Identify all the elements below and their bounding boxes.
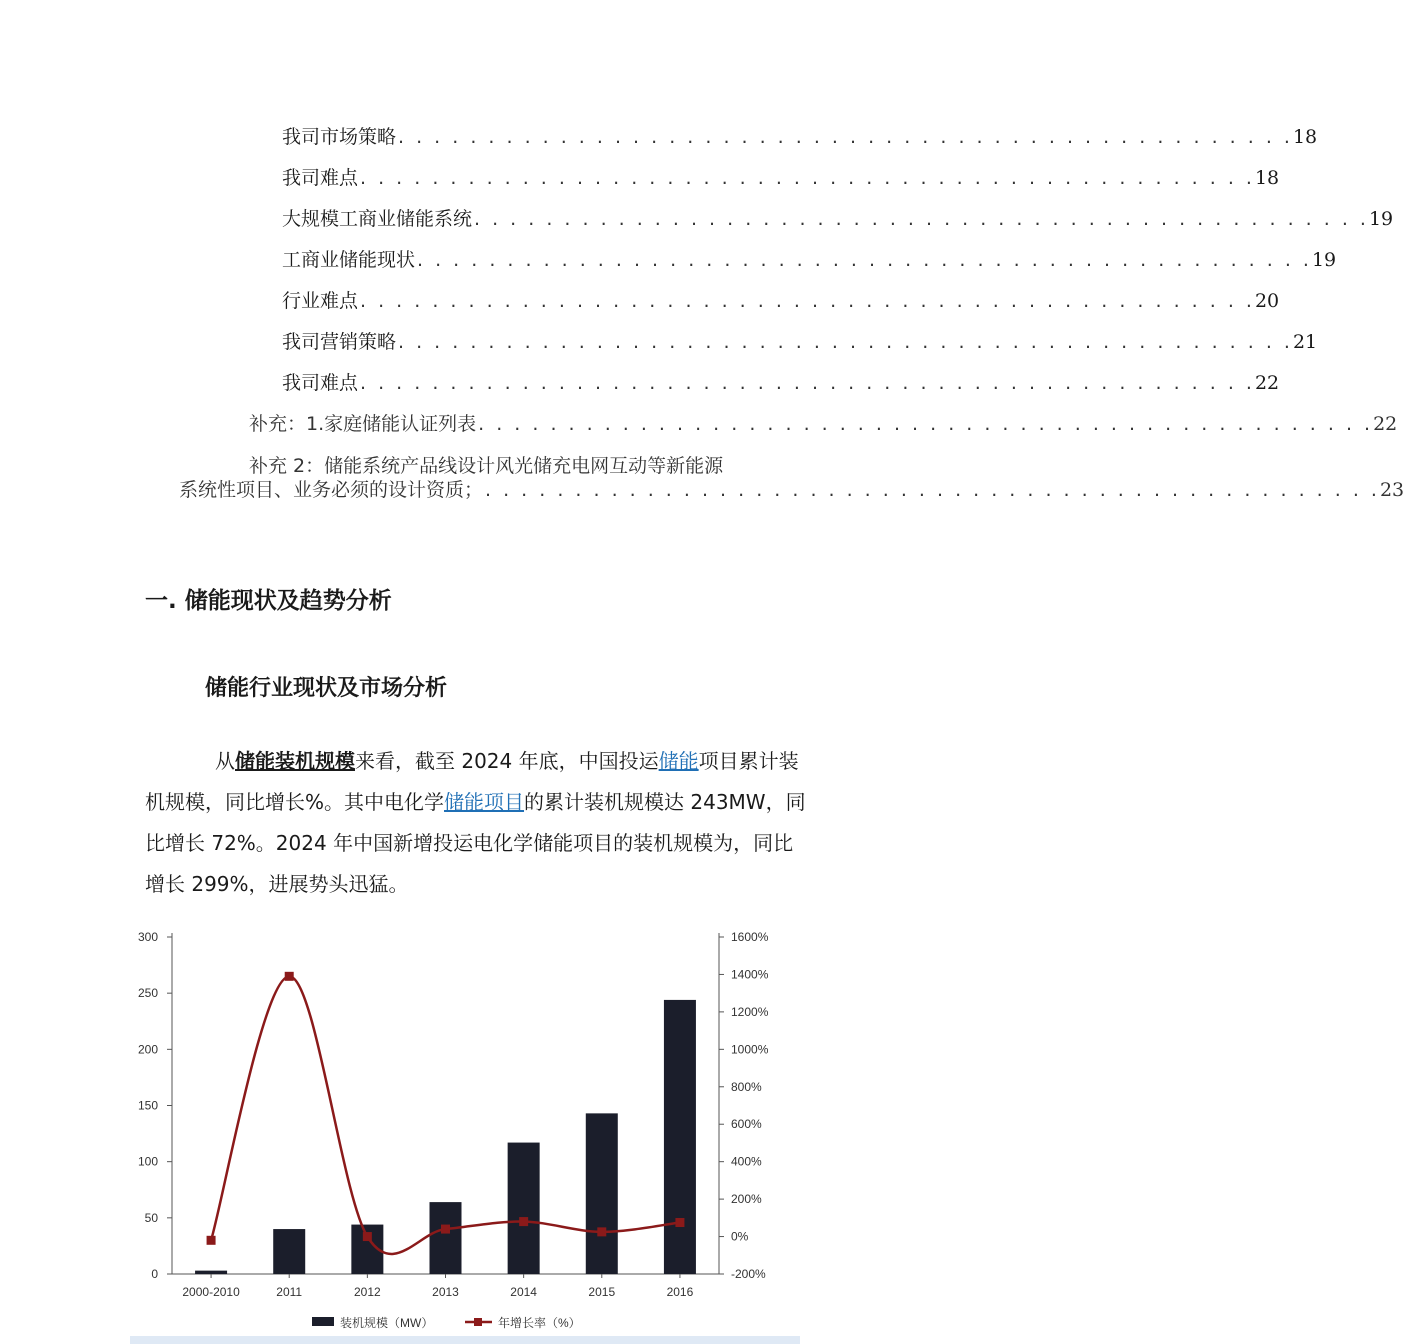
toc-page-number: 21 [1292, 331, 1318, 353]
link-energy-storage-project[interactable]: 储能项目 [444, 790, 525, 814]
toc-page-number: 18 [1254, 167, 1280, 189]
left-tick-label: 200 [137, 1042, 158, 1057]
toc-entry-title: 工商业储能现状 [282, 249, 416, 271]
toc-entry-title: 我司营销策略 [282, 331, 397, 353]
paragraph-text: 从 [215, 749, 235, 773]
legend-bar-label: 装机规模（MW） [340, 1316, 434, 1330]
toc-page-number: 18 [1292, 126, 1318, 148]
growth-rate-marker [285, 972, 294, 981]
toc-entry-supplement-2-line2[interactable] [179, 478, 1404, 502]
subsection-heading: 储能行业现状及市场分析 [205, 676, 448, 701]
right-tick-label: 1000% [731, 1042, 769, 1057]
toc-leader-dots: . . . . . . . . . . . . . . . . . . . . . . . . . . . . . . . . . . . . . . . . . . . . . . . . . . [360, 290, 1255, 312]
toc-leader-dots: . . . . . . . . . . . . . . . . . . . . . . . . . . . . . . . . . . . . . . . . . . . . . . . . . . [360, 167, 1255, 189]
toc-entry-title: 系统性项目、业务必须的设计资质； [179, 479, 484, 501]
link-energy-storage[interactable]: 储能 [658, 749, 699, 773]
toc-entry[interactable] [282, 371, 1280, 395]
toc-page-number: 19 [1311, 249, 1337, 271]
growth-rate-marker [441, 1225, 450, 1234]
toc-page-number: 19 [1368, 208, 1394, 230]
bar [195, 1271, 227, 1274]
toc-leader-dots: . . . . . . . . . . . . . . . . . . . . . . . . . . . . . . . . . . . . . . . . . . . . . . . . . . [398, 331, 1293, 353]
x-tick-label: 2014 [510, 1285, 537, 1299]
x-tick-label: 2015 [588, 1285, 616, 1299]
body-paragraph [145, 741, 807, 905]
toc-entry[interactable] [282, 330, 1318, 354]
toc-entry-title: 大规模工商业储能系统 [282, 208, 473, 230]
toc-page-number: 20 [1254, 290, 1280, 312]
right-tick-label: 0% [731, 1229, 749, 1244]
toc-leader-dots: . . . . . . . . . . . . . . . . . . . . . . . . . . . . . . . . . . . . . . . . . . . . . . . . . . [360, 372, 1255, 394]
toc-page-number: 22 [1254, 372, 1280, 394]
toc-entry-title: 行业难点 [282, 290, 359, 312]
section-heading: 一. 储能现状及趋势分析 [145, 588, 392, 614]
toc-leader-dots: . . . . . . . . . . . . . . . . . . . . . . . . . . . . . . . . . . . . . . . . . . . . . . . . . . [417, 249, 1312, 271]
bar [586, 1113, 618, 1274]
left-tick-label: 0 [151, 1267, 158, 1281]
toc-leader-dots: . . . . . . . . . . . . . . . . . . . . . . . . . . . . . . . . . . . . . . . . . . . . . . . . . . [478, 413, 1374, 435]
bar [273, 1229, 305, 1274]
toc-leader-dots: . . . . . . . . . . . . . . . . . . . . . . . . . . . . . . . . . . . . . . . . . . . . . . . . . . [474, 208, 1369, 230]
toc-entry-supplement-2-line1[interactable]: 补充 2：储能系统产品线设计风光储充电网互动等新能源 [249, 455, 724, 477]
right-tick-label: 800% [731, 1079, 762, 1094]
toc-entry-title: 我司市场策略 [282, 126, 397, 148]
toc-entry[interactable] [282, 125, 1318, 149]
growth-rate-marker [519, 1217, 528, 1226]
bold-term: 储能装机规模 [235, 749, 355, 773]
page-bottom-band [130, 1336, 800, 1344]
left-tick-label: 100 [137, 1154, 158, 1169]
left-tick-label: 250 [137, 986, 158, 1001]
bar [508, 1143, 540, 1274]
right-tick-label: 1600% [731, 930, 769, 944]
bar [664, 1000, 696, 1274]
growth-rate-marker [675, 1218, 684, 1227]
legend-line-marker [474, 1318, 482, 1326]
toc-leader-dots: . . . . . . . . . . . . . . . . . . . . . . . . . . . . . . . . . . . . . . . . . . . . . . . . . . [398, 126, 1293, 148]
toc-entry-title: 补充：1.家庭储能认证列表 [249, 413, 477, 435]
growth-rate-marker [363, 1232, 372, 1241]
toc-page-number: 22 [1373, 413, 1398, 435]
left-tick-label: 150 [137, 1098, 158, 1113]
right-tick-label: 200% [731, 1192, 762, 1207]
x-tick-label: 2013 [432, 1285, 459, 1299]
toc-entry[interactable] [282, 248, 1337, 272]
growth-rate-marker [597, 1227, 606, 1236]
legend-bar-swatch [312, 1317, 334, 1326]
toc-page-number: 23 [1379, 479, 1404, 501]
x-tick-label: 2016 [666, 1285, 694, 1299]
x-tick-label: 2012 [354, 1285, 381, 1299]
toc-leader-dots: . . . . . . . . . . . . . . . . . . . . . . . . . . . . . . . . . . . . . . . . . . . . . . . . . . [485, 479, 1380, 501]
toc-entry[interactable] [282, 289, 1280, 313]
right-tick-label: 1400% [731, 967, 769, 982]
growth-rate-marker [207, 1236, 216, 1245]
toc-entry-title: 我司难点 [282, 372, 359, 394]
toc-entry-supplement-1[interactable] [249, 412, 1398, 436]
right-tick-label: 400% [731, 1154, 762, 1169]
left-tick-label: 50 [144, 1210, 158, 1225]
paragraph-text: 的累计装机规模达 243MW，同比增长 72%。2024 年中国新增投运电化学储能项目的装机规模为，同比增长 299%，进展势头迅猛。 [145, 790, 806, 896]
toc-entry-title: 我司难点 [282, 167, 359, 189]
left-tick-label: 300 [137, 930, 158, 944]
toc-entry[interactable] [282, 166, 1280, 190]
paragraph-text: 来看，截至 2024 年底，中国投运 [355, 749, 659, 773]
toc-entry[interactable] [282, 207, 1394, 231]
right-tick-label: -200% [731, 1267, 766, 1281]
legend-line-label: 年增长率（%） [498, 1316, 581, 1330]
x-tick-label: 2011 [276, 1285, 303, 1299]
bar [430, 1202, 462, 1274]
paragraph-text: 项目累计装机规模，同比增长%。其中电化学 [145, 749, 799, 814]
capacity-growth-chart [132, 920, 792, 1338]
right-tick-label: 1200% [731, 1004, 769, 1019]
right-tick-label: 600% [731, 1117, 762, 1132]
x-tick-label: 2000-2010 [182, 1285, 240, 1299]
